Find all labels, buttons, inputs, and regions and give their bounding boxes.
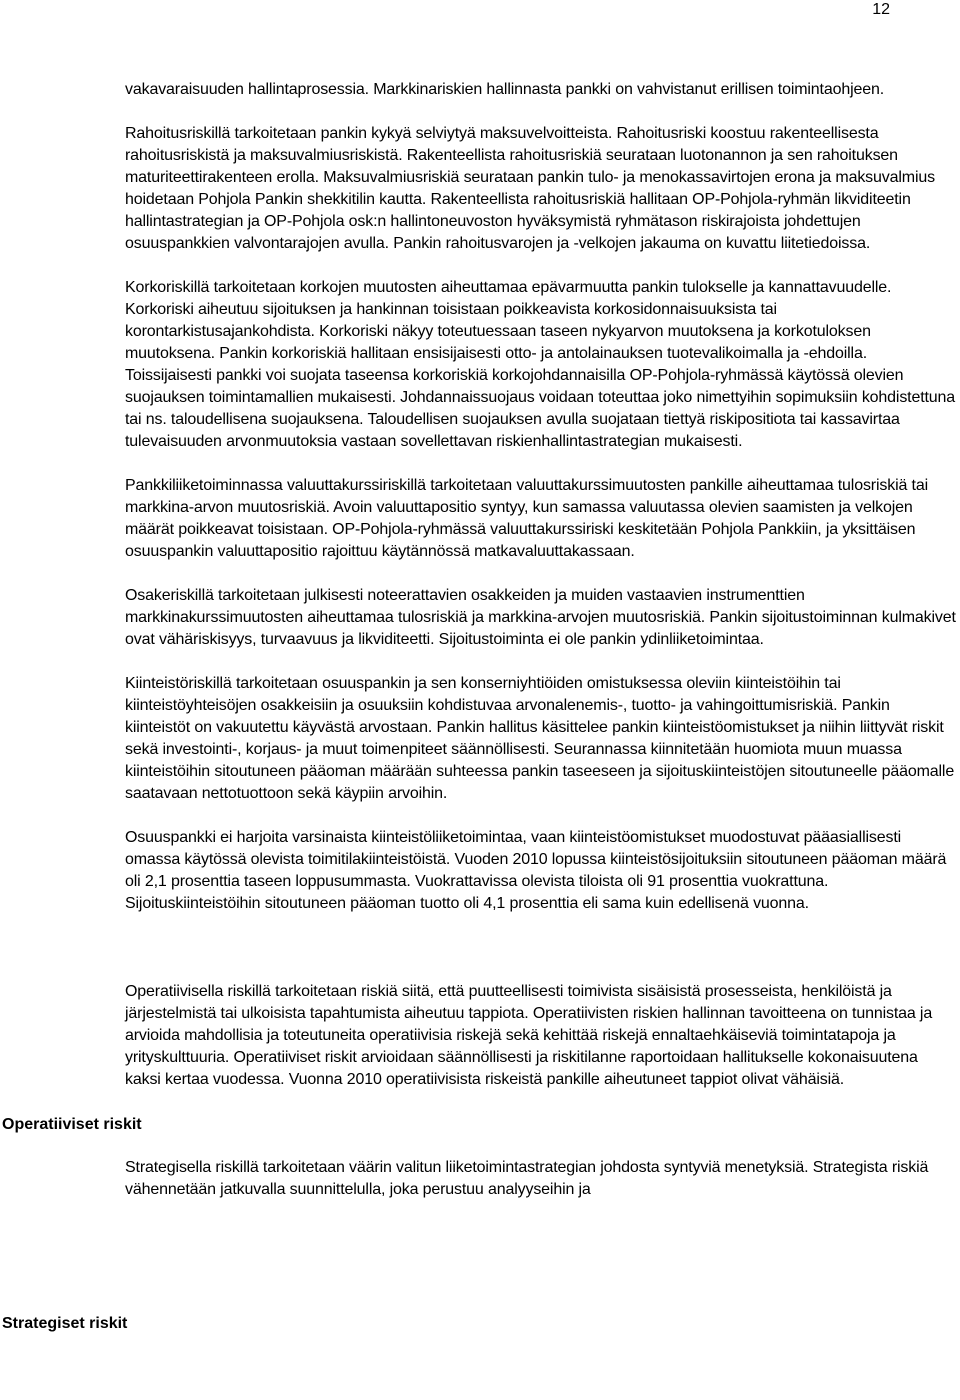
paragraph-real-estate-risk: Kiinteistöriskillä tarkoitetaan osuuspankin ja sen konserniyhtiöiden omistuksessa oleviin kiinteistöihin tai kiinteistöyhteisöjen osakkeisiin ja osuuksiin kohdistuvaa arvonalenemis-, tuotto- ja vahingoittumisriskiä. Pankin kiinteistöt on vakuutettu käyvästä arvostaan. Pankin hallitus käsittelee pankin kiinteistöomistukset ja niihin liittyvät riskit sekä investointi-, korjaus- ja muut toimenpiteet säännöllisesti. Seurannassa kiinnitetään huomiota muun muassa kiinteistöihin sitoutuneen pääoman määrään suhteessa pankin taseeseen ja sijoituskiinteistöjen sitoutuneelle pääomalle saatavaan nettotuottoon sekä käypiin arvoihin. — [125, 675, 955, 802]
section-heading-strategic-risks: Strategiset riskit — [2, 1315, 128, 1332]
section-heading-operational-risks: Operatiiviset riskit — [2, 1116, 142, 1133]
paragraph-strategic-risk: Strategisella riskillä tarkoitetaan väärin valitun liiketoimintastrategian johdosta syntyviä menetyksiä. Strategista riskiä vähennetään jatkuvalla suunnittelulla, joka perustuu analyyseihin ja — [125, 1159, 929, 1198]
paragraph-currency-risk: Pankkiliiketoiminnassa valuuttakurssiriskillä tarkoitetaan valuuttakurssimuutosten pankille aiheuttamaa tulosriskiä tai markkina-arvon muutosriskiä. Avoin valuuttapositio syntyy, kun samassa valuutassa olevien saamisten ja velkojen määrät poikkeavat toisistaan. OP-Pohjola-ryhmässä valuuttakurssiriski keskitetään Pohjola Pankkiin, ja yksittäisen osuuspankin valuuttapositio rajoittuu käytännössä matkavaluuttakassaan. — [125, 477, 928, 560]
page-number: 12 — [872, 1, 890, 18]
paragraph-interest-rate-risk: Korkoriskillä tarkoitetaan korkojen muutosten aiheuttamaa epävarmuutta pankin tulokselle ja kannattavuudelle. Korkoriski aiheutuu sijoituksen ja hankinnan toisistaan poikkeavista korkosidonnaisuuksista tai korontarkistusajankohdista. Korkoriski näkyy toteutuessaan taseen nykyarvon muutoksena ja korkotuloksen muutoksena. Pankin korkoriskiä hallitaan ensisijaisesti otto- ja antolainauksen tuotevalikoimalla ja -ehdoilla. Toissijaisesti pankki voi suojata taseensa korkoriskiä korkojohdannaisilla OP-Pohjola-ryhmässä käytössä olevien suojauksen toimintamallien mukaisesti. Johdannaissuojaus voidaan toteuttaa joko nimettyihin sopimuksiin kohdistettuna tai ns. taloudellisena suojauksena. Taloudellisen suojauksen avulla suojataan tiettyä riskipositiota tai kassavirtaa tulevaisuuden arvonmuutoksia vastaan sovellettavan riskienhallintastrategian mukaisesti. — [125, 279, 956, 450]
paragraph-real-estate-holdings: Osuuspankki ei harjoita varsinaista kiinteistöliiketoimintaa, vaan kiinteistöomistukset muodostuvat pääasiallisesti omassa käytössä olevista toimitilakiinteistöistä. Vuoden 2010 lopussa kiinteistösijoituksiin sitoutuneen pääoman määrä oli 2,1 prosenttia taseen loppusummasta. Vuokrattavissa olevista tiloista oli 91 prosenttia vuokrattuna. Sijoituskiinteistöihin sitoutuneen pääoman tuotto oli 4,1 prosenttia eli sama kuin edellisenä vuonna. — [125, 829, 947, 912]
paragraph-market-risk-management: vakavaraisuuden hallintaprosessia. Markkinariskien hallinnasta pankki on vahvistanut erillisen toimintaohjeen. — [125, 81, 885, 98]
paragraph-operational-risk: Operatiivisella riskillä tarkoitetaan riskiä siitä, että puutteellisesti toimivista sisäisistä prosesseista, henkilöistä ja järjestelmistä tai ulkoisista tapahtumista aiheutuu tappiota. Operatiivisten riskien hallinnan tavoitteena on tunnistaa ja arvioida mahdollisia ja toteutuneita operatiivisia riskejä sekä kehittää riskejä ennaltaehkäiseviä toimintatapoja ja yrityskulttuuria. Operatiiviset riskit arvioidaan säännöllisesti ja riskitilanne raportoidaan hallitukselle kokonaisuutena kaksi kertaa vuodessa. Vuonna 2010 operatiivisista riskeistä pankille aiheutuneet tappiot olivat vähäisiä. — [125, 983, 933, 1088]
paragraph-equity-risk: Osakeriskillä tarkoitetaan julkisesti noteerattavien osakkeiden ja muiden vastaavien instrumenttien markkinakurssimuutosten aiheuttamaa tulosriskiä ja markkina-arvojen muutosriskiä. Pankin sijoitustoiminnan kulmakivet ovat vähäriskisyys, turvaavuus ja likviditeetti. Sijoitustoiminta ei ole pankin ydinliiketoimintaa. — [125, 587, 956, 648]
paragraph-funding-risk: Rahoitusriskillä tarkoitetaan pankin kykyä selviytyä maksuvelvoitteista. Rahoitusriski koostuu rakenteellisesta rahoitusriskistä ja maksuvalmiusriskistä. Rakenteellista rahoitusriskiä seurataan luotonannon ja sen rahoituksen maturiteettirakenteen erolla. Maksuvalmiusriskiä seurataan pankin tulo- ja menokassavirtojen erona ja maksuvalmius hoidetaan Pohjola Pankin shekkitilin kautta. Rakenteellista rahoitusriskiä hallitaan OP-Pohjola-ryhmän likviditeetin hallintastrategian ja OP-Pohjola osk:n hallintoneuvoston hyväksymistä ryhmätason riskirajoista johdettujen osuuspankkien valvontarajojen avulla. Pankin rahoitusvarojen ja -velkojen jakauma on kuvattu liitetiedoissa. — [125, 125, 935, 252]
document-body — [125, 79, 957, 1201]
